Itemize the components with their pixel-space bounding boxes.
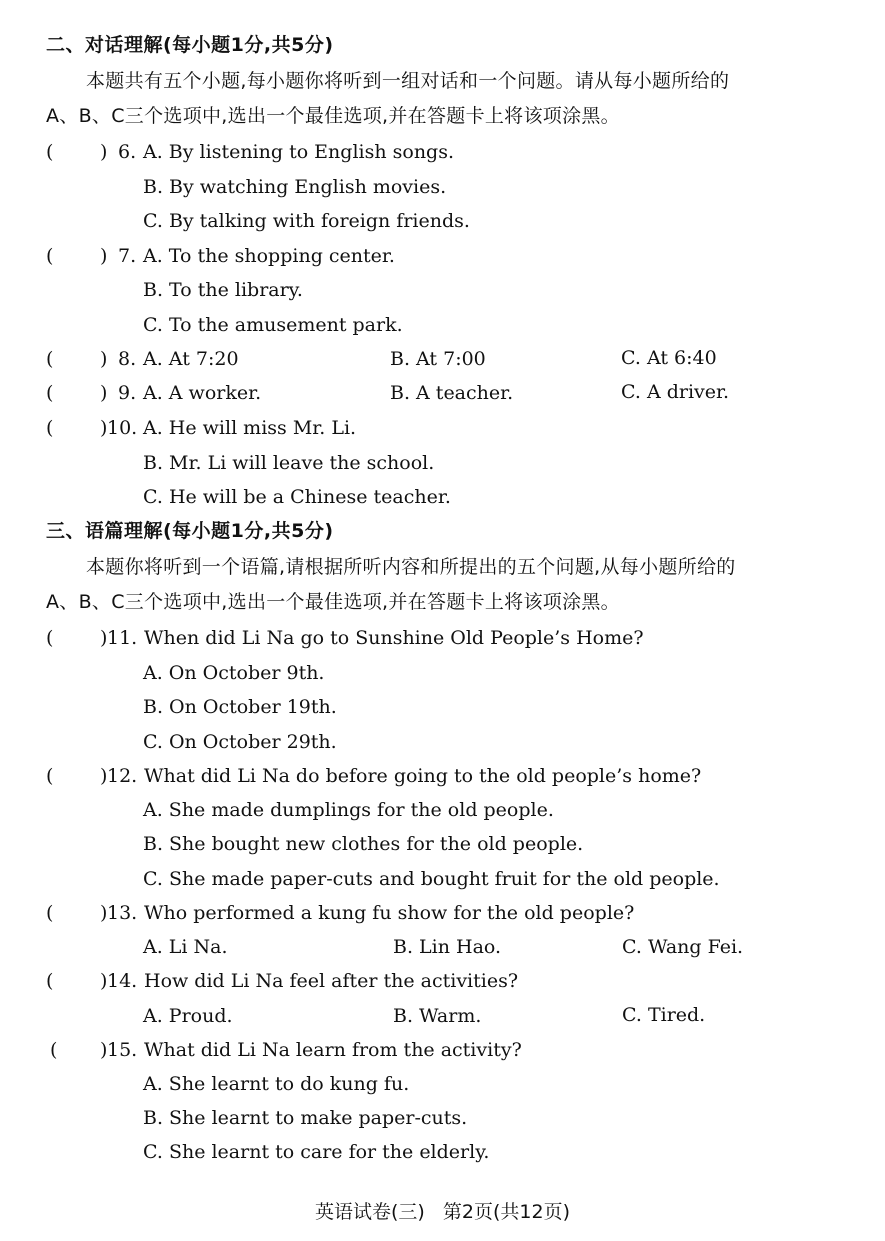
option-a: A. Proud. — [143, 1005, 233, 1027]
question-number: 6. — [118, 141, 137, 163]
option-b: B. By watching English movies. — [143, 176, 447, 198]
question-stem: What did Li Na learn from the activity? — [144, 1039, 522, 1061]
option-a: A. She made dumplings for the old people. — [143, 799, 554, 821]
answer-bracket-open: ( — [46, 141, 54, 163]
option-a: A. To the shopping center. — [143, 245, 395, 267]
option-a: A. At 7:20 — [143, 348, 239, 370]
option-c: C. On October 29th. — [143, 731, 337, 753]
question-number: 7. — [118, 245, 137, 267]
answer-bracket-close: ) — [100, 902, 108, 924]
section-instruction: 本题共有五个小题,每小题你将听到一组对话和一个问题。请从每小题所给的 — [86, 70, 730, 92]
option-b: B. To the library. — [143, 279, 303, 301]
question-stem: Who performed a kung fu show for the old people? — [144, 902, 635, 924]
option-b: B. Warm. — [393, 1005, 482, 1027]
option-a: A. She learnt to do kung fu. — [143, 1073, 410, 1095]
option-c: C. She learnt to care for the elderly. — [143, 1141, 490, 1163]
option-c: C. A driver. — [621, 381, 730, 403]
option-b: B. On October 19th. — [143, 696, 337, 718]
question-number: 14. — [107, 970, 138, 992]
answer-bracket-open: ( — [50, 1039, 58, 1061]
option-a: A. By listening to English songs. — [143, 141, 455, 163]
option-c: C. Tired. — [622, 1004, 706, 1026]
option-a: A. He will miss Mr. Li. — [143, 417, 357, 439]
option-b: B. A teacher. — [390, 382, 514, 404]
question-number: 13. — [107, 902, 138, 924]
answer-bracket-close: ) — [100, 245, 108, 267]
option-c: C. He will be a Chinese teacher. — [143, 486, 451, 508]
option-b: B. At 7:00 — [390, 348, 486, 370]
question-stem: What did Li Na do before going to the old people’s home? — [144, 765, 702, 787]
section-instruction: 本题你将听到一个语篇,请根据所听内容和所提出的五个问题,从每小题所给的 — [86, 556, 736, 578]
answer-bracket-open: ( — [46, 417, 54, 439]
question-number: 8. — [118, 348, 137, 370]
answer-bracket-close: ) — [100, 970, 108, 992]
question-number: 10. — [107, 417, 138, 439]
question-number: 12. — [107, 765, 138, 787]
answer-bracket-open: ( — [46, 382, 54, 404]
question-number: 15. — [107, 1039, 138, 1061]
answer-bracket-close: ) — [100, 348, 108, 370]
answer-bracket-close: ) — [100, 382, 108, 404]
option-b: B. She bought new clothes for the old people. — [143, 833, 584, 855]
section-heading-passage: 三、语篇理解(每小题1分,共5分) — [46, 520, 334, 542]
option-a: A. On October 9th. — [143, 662, 325, 684]
answer-bracket-close: ) — [100, 1039, 108, 1061]
page-footer: 英语试卷(三) 第2页(共12页) — [314, 1201, 571, 1223]
question-number: 9. — [118, 382, 137, 404]
section-instruction: A、B、C三个选项中,选出一个最佳选项,并在答题卡上将该项涂黑。 — [46, 591, 620, 613]
answer-bracket-open: ( — [46, 970, 54, 992]
option-c: C. To the amusement park. — [143, 314, 403, 336]
section-instruction: A、B、C三个选项中,选出一个最佳选项,并在答题卡上将该项涂黑。 — [46, 105, 620, 127]
answer-bracket-close: ) — [100, 141, 108, 163]
option-c: C. By talking with foreign friends. — [143, 210, 470, 232]
option-b: B. Lin Hao. — [393, 936, 502, 958]
section-heading-dialogue: 二、对话理解(每小题1分,共5分) — [46, 34, 334, 56]
question-stem: When did Li Na go to Sunshine Old People’s Home? — [144, 627, 644, 649]
option-c: C. She made paper-cuts and bought fruit for the old people. — [143, 868, 720, 890]
answer-bracket-open: ( — [46, 765, 54, 787]
answer-bracket-open: ( — [46, 245, 54, 267]
question-stem: How did Li Na feel after the activities? — [144, 970, 519, 992]
answer-bracket-open: ( — [46, 348, 54, 370]
option-a: A. A worker. — [143, 382, 262, 404]
answer-bracket-open: ( — [46, 627, 54, 649]
question-number: 11. — [107, 627, 138, 649]
option-a: A. Li Na. — [143, 936, 228, 958]
answer-bracket-close: ) — [100, 765, 108, 787]
option-b: B. Mr. Li will leave the school. — [143, 452, 435, 474]
option-c: C. At 6:40 — [621, 347, 717, 369]
option-b: B. She learnt to make paper-cuts. — [143, 1107, 468, 1129]
answer-bracket-close: ) — [100, 627, 108, 649]
option-c: C. Wang Fei. — [622, 936, 744, 958]
answer-bracket-close: ) — [100, 417, 108, 439]
answer-bracket-open: ( — [46, 902, 54, 924]
